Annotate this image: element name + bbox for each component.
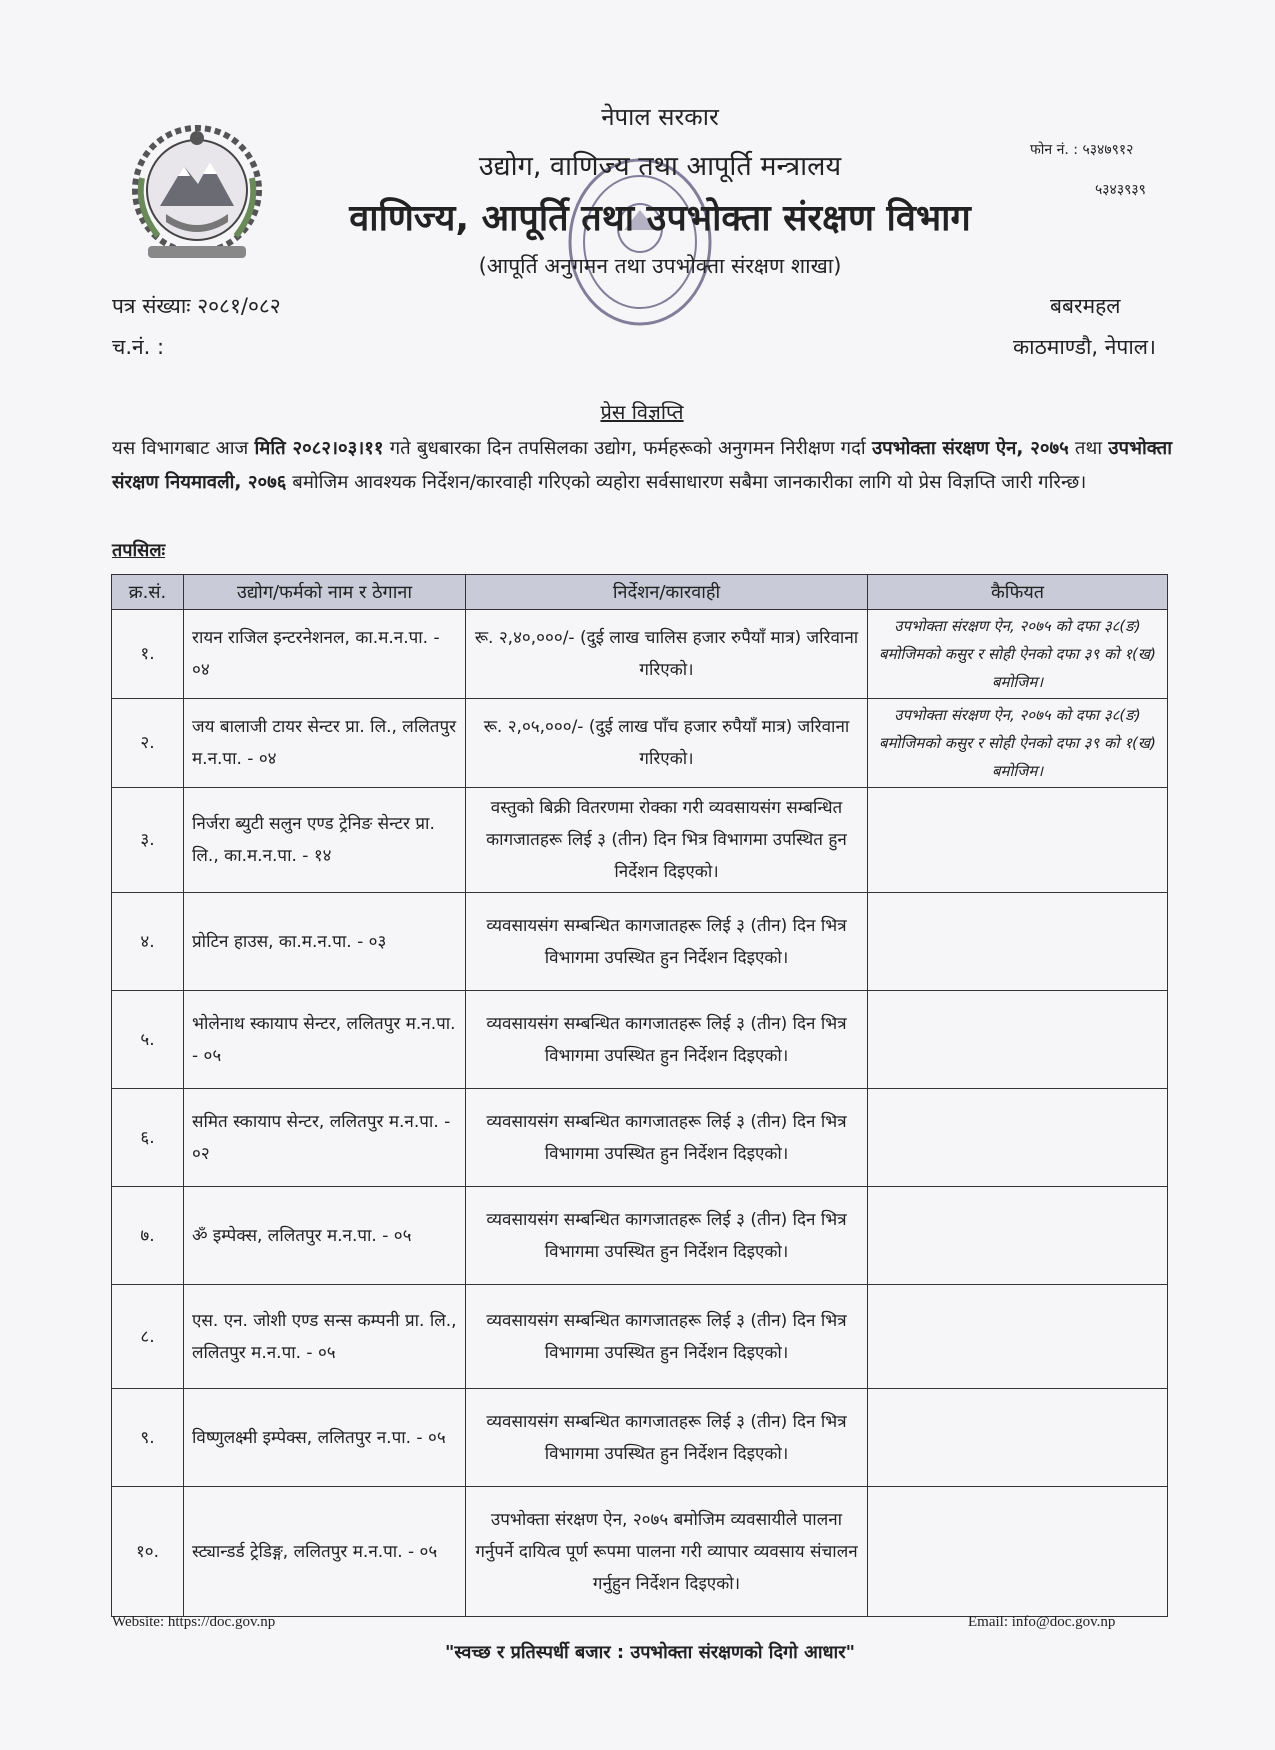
row-firm: स्ट्यान्डर्ड ट्रेडिङ्ग, ललितपुर म.न.पा. - ०५ (184, 1487, 466, 1617)
row-remark (868, 893, 1168, 991)
dispatch-number: च.नं. : (112, 335, 165, 359)
row-action: रू. २,०५,०००/- (दुई लाख पाँच हजार रुपैयाँ मात्र) जरिवाना गरिएको। (466, 699, 868, 788)
notice-text: यस विभागबाट आज (112, 438, 255, 459)
department-name: वाणिज्य, आपूर्ति तथा उपभोक्ता संरक्षण विभाग (349, 198, 971, 239)
row-action: उपभोक्ता संरक्षण ऐन, २०७५ बमोजिम व्यवसायीले पालना गर्नुपर्ने दायित्व पूर्ण रूपमा पालना गरी व्यापार व्यवसाय संचालन गर्नुहुन निर्देशन दिइएको। (466, 1487, 868, 1617)
phone-number-1: फोन नं. : ५३४७९१२ (1030, 142, 1134, 158)
row-firm: प्रोटिन हाउस, का.म.न.पा. - ०३ (184, 893, 466, 991)
notice-text: बमोजिम आवश्यक निर्देशन/कारवाही गरिएको व्यहोरा सर्वसाधारण सबैमा जानकारीका लागि यो प्रेस विज्ञप्ति जारी गरिन्छ। (286, 472, 1087, 493)
row-remark (868, 991, 1168, 1089)
phone-number-2: ५३४३९३९ (1095, 182, 1146, 198)
table-row (112, 893, 1168, 991)
notice-text: गते बुधबारका दिन तपसिलका उद्योग, फर्महरूको अनुगमन निरीक्षण गर्दा (383, 438, 872, 459)
row-remark (868, 1089, 1168, 1187)
row-sn: १. (112, 610, 184, 699)
table-row (112, 991, 1168, 1089)
row-action: व्यवसायसंग सम्बन्धित कागजातहरू लिई ३ (तीन) दिन भित्र विभागमा उपस्थित हुन निर्देशन दिइएको। (466, 893, 868, 991)
inspection-table (111, 574, 1168, 1617)
table-header-row (112, 575, 1168, 610)
row-remark: उपभोक्ता संरक्षण ऐन, २०७५ को दफा ३८(ङ) बमोजिमको कसुर र सोही ऐनको दफा ३९ को १(ख) बमोजिम। (868, 699, 1168, 788)
row-sn: २. (112, 699, 184, 788)
row-action: व्यवसायसंग सम्बन्धित कागजातहरू लिई ३ (तीन) दिन भित्र विभागमा उपस्थित हुन निर्देशन दिइएको। (466, 991, 868, 1089)
row-firm: समित स्कायाप सेन्टर, ललितपुर म.न.पा. - ०२ (184, 1089, 466, 1187)
row-sn: ८. (112, 1285, 184, 1389)
office-city: काठमाण्डौ, नेपाल। (1013, 335, 1156, 359)
row-action: वस्तुको बिक्री वितरणमा रोक्का गरी व्यवसायसंग सम्बन्धित कागजातहरू लिई ३ (तीन) दिन भित्र विभागमा उपस्थित हुन निर्देशन दिइएको। (466, 788, 868, 893)
row-remark: उपभोक्ता संरक्षण ऐन, २०७५ को दफा ३८(ङ) बमोजिमको कसुर र सोही ऐनको दफा ३९ को १(ख) बमोजिम। (868, 610, 1168, 699)
table-row (112, 788, 1168, 893)
row-firm: भोलेनाथ स्कायाप सेन्टर, ललितपुर म.न.पा. - ०५ (184, 991, 466, 1089)
row-sn: ७. (112, 1187, 184, 1285)
row-action: व्यवसायसंग सम्बन्धित कागजातहरू लिई ३ (तीन) दिन भित्र विभागमा उपस्थित हुन निर्देशन दिइएको। (466, 1389, 868, 1487)
table-row (112, 1389, 1168, 1487)
row-remark (868, 1285, 1168, 1389)
row-firm: एस. एन. जोशी एण्ड सन्स कम्पनी प्रा. लि., ललितपुर म.न.पा. - ०५ (184, 1285, 466, 1389)
notice-date: मिति २०८२।०३।११ (254, 438, 384, 459)
row-firm: ॐ इम्पेक्स, ललितपुर म.न.पा. - ०५ (184, 1187, 466, 1285)
column-header-action: निर्देशन/कारवाही (466, 575, 868, 610)
row-action: रू. २,४०,०००/- (दुई लाख चालिस हजार रुपैयाँ मात्र) जरिवाना गरिएको। (466, 610, 868, 699)
row-sn: ४. (112, 893, 184, 991)
column-header-remark: कैफियत (868, 575, 1168, 610)
row-firm: रायन राजिल इन्टरनेशनल, का.म.न.पा. - ०४ (184, 610, 466, 699)
notice-paragraph (112, 432, 1172, 500)
motto: "स्वच्छ र प्रतिस्पर्धी बजार : उपभोक्ता संरक्षणको दिगो आधार" (445, 1642, 855, 1663)
details-label: तपसिलः (112, 540, 166, 561)
row-sn: ६. (112, 1089, 184, 1187)
notice-text: तथा (1068, 438, 1109, 459)
press-release-title: प्रेस विज्ञप्ति (600, 400, 684, 424)
government-name: नेपाल सरकार (601, 103, 719, 131)
section-name: (आपूर्ति अनुगमन तथा उपभोक्ता संरक्षण शाखा) (478, 254, 842, 278)
office-location: बबरमहल (1050, 294, 1121, 318)
table-row (112, 1487, 1168, 1617)
row-remark (868, 1389, 1168, 1487)
ministry-name: उद्योग, वाणिज्य तथा आपूर्ति मन्त्रालय (478, 151, 842, 182)
row-sn: ३. (112, 788, 184, 893)
row-firm: विष्णुलक्ष्मी इम्पेक्स, ललितपुर न.पा. - ०५ (184, 1389, 466, 1487)
row-sn: ५. (112, 991, 184, 1089)
row-action: व्यवसायसंग सम्बन्धित कागजातहरू लिई ३ (तीन) दिन भित्र विभागमा उपस्थित हुन निर्देशन दिइएको। (466, 1285, 868, 1389)
reference-number: पत्र संख्याः २०८१/०८२ (112, 294, 281, 318)
nepal-emblem-icon (118, 118, 276, 266)
website-link[interactable]: Website: https://doc.gov.np (112, 1614, 276, 1630)
table-row (112, 699, 1168, 788)
table-row (112, 1285, 1168, 1389)
row-firm: निर्जरा ब्युटी सलुन एण्ड ट्रेनिङ सेन्टर प्रा. लि., का.म.न.पा. - १४ (184, 788, 466, 893)
column-header-name: उद्योग/फर्मको नाम र ठेगाना (184, 575, 466, 610)
notice-regulation: उपभोक्ता संरक्षण नियमावली, २०७६ (112, 438, 1173, 493)
row-sn: १०. (112, 1487, 184, 1617)
email-link[interactable]: Email: info@doc.gov.np (968, 1614, 1116, 1630)
notice-act: उपभोक्ता संरक्षण ऐन, २०७५ (871, 438, 1069, 459)
table-row (112, 1089, 1168, 1187)
row-firm: जय बालाजी टायर सेन्टर प्रा. लि., ललितपुर म.न.पा. - ०४ (184, 699, 466, 788)
row-sn: ९. (112, 1389, 184, 1487)
column-header-sn: क्र.सं. (112, 575, 184, 610)
table-row (112, 610, 1168, 699)
row-remark (868, 788, 1168, 893)
table-row (112, 1187, 1168, 1285)
row-action: व्यवसायसंग सम्बन्धित कागजातहरू लिई ३ (तीन) दिन भित्र विभागमा उपस्थित हुन निर्देशन दिइएको। (466, 1089, 868, 1187)
row-remark (868, 1487, 1168, 1617)
row-action: व्यवसायसंग सम्बन्धित कागजातहरू लिई ३ (तीन) दिन भित्र विभागमा उपस्थित हुन निर्देशन दिइएको। (466, 1187, 868, 1285)
row-remark (868, 1187, 1168, 1285)
